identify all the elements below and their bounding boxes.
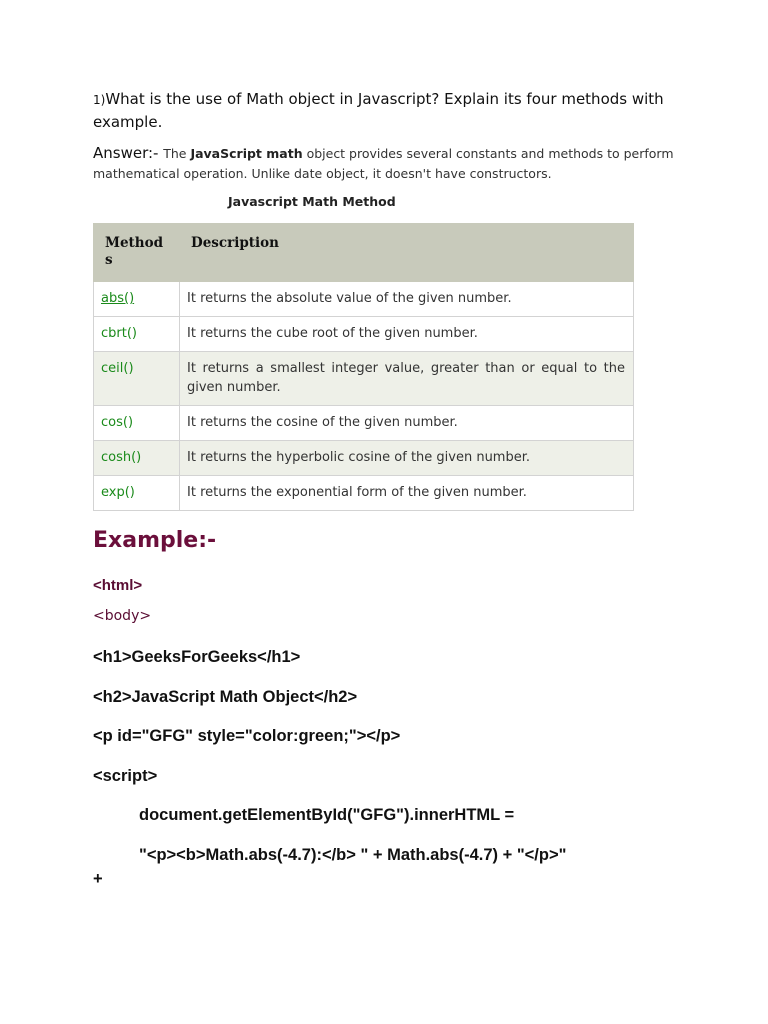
method-description: It returns the absolute value of the given number. xyxy=(180,282,634,317)
code-line-html: <html> xyxy=(93,577,143,594)
method-description: It returns the cosine of the given number. xyxy=(180,406,634,441)
code-line-h1: <h1>GeeksForGeeks</h1> xyxy=(93,648,301,666)
method-description: It returns the cube root of the given number. xyxy=(180,317,634,352)
answer-paragraph xyxy=(93,143,683,184)
method-name-link[interactable]: abs() xyxy=(94,282,180,317)
question-number: 1) xyxy=(93,93,106,107)
table-row xyxy=(94,282,634,317)
math-methods-table xyxy=(93,223,634,511)
code-line-mathabs: "<p><b>Math.abs(-4.7):</b> " + Math.abs(-4.7) + "</p>" xyxy=(139,846,567,864)
answer-intro-bold: JavaScript math xyxy=(190,146,303,161)
answer-intro-post: object provides several constants and methods to perform mathematical operation. Unlike date object, it doesn't have constructors. xyxy=(93,146,674,181)
table-row xyxy=(94,476,634,511)
question-text: What is the use of Math object in Javascript? Explain its four methods with example. xyxy=(93,90,664,131)
example-heading: Example:- xyxy=(93,528,217,553)
question xyxy=(93,88,683,133)
method-description: It returns the hyperbolic cosine of the given number. xyxy=(180,441,634,476)
table-row xyxy=(94,441,634,476)
code-line-getelement: document.getElementById("GFG").innerHTML = xyxy=(139,806,515,824)
table-caption: Javascript Math Method xyxy=(228,194,396,209)
method-name: cbrt() xyxy=(94,317,180,352)
method-name: ceil() xyxy=(94,352,180,406)
table-header-row xyxy=(94,224,634,282)
method-name: cosh() xyxy=(94,441,180,476)
method-description: It returns a smallest integer value, greater than or equal to the given number. xyxy=(180,352,634,406)
code-line-plus: + xyxy=(93,870,103,888)
method-description: It returns the exponential form of the given number. xyxy=(180,476,634,511)
table-row xyxy=(94,406,634,441)
code-line-paragraph: <p id="GFG" style="color:green;"></p> xyxy=(93,727,401,745)
code-line-body: <body> xyxy=(93,608,152,624)
answer-intro-pre: The xyxy=(163,146,191,161)
header-methods: Methods xyxy=(94,224,180,282)
header-description: Description xyxy=(180,224,634,282)
code-line-script: <script> xyxy=(93,767,158,785)
method-name: exp() xyxy=(94,476,180,511)
code-line-h2: <h2>JavaScript Math Object</h2> xyxy=(93,688,358,706)
table-row xyxy=(94,317,634,352)
method-name: cos() xyxy=(94,406,180,441)
answer-label: Answer:- xyxy=(93,144,164,162)
table-row xyxy=(94,352,634,406)
